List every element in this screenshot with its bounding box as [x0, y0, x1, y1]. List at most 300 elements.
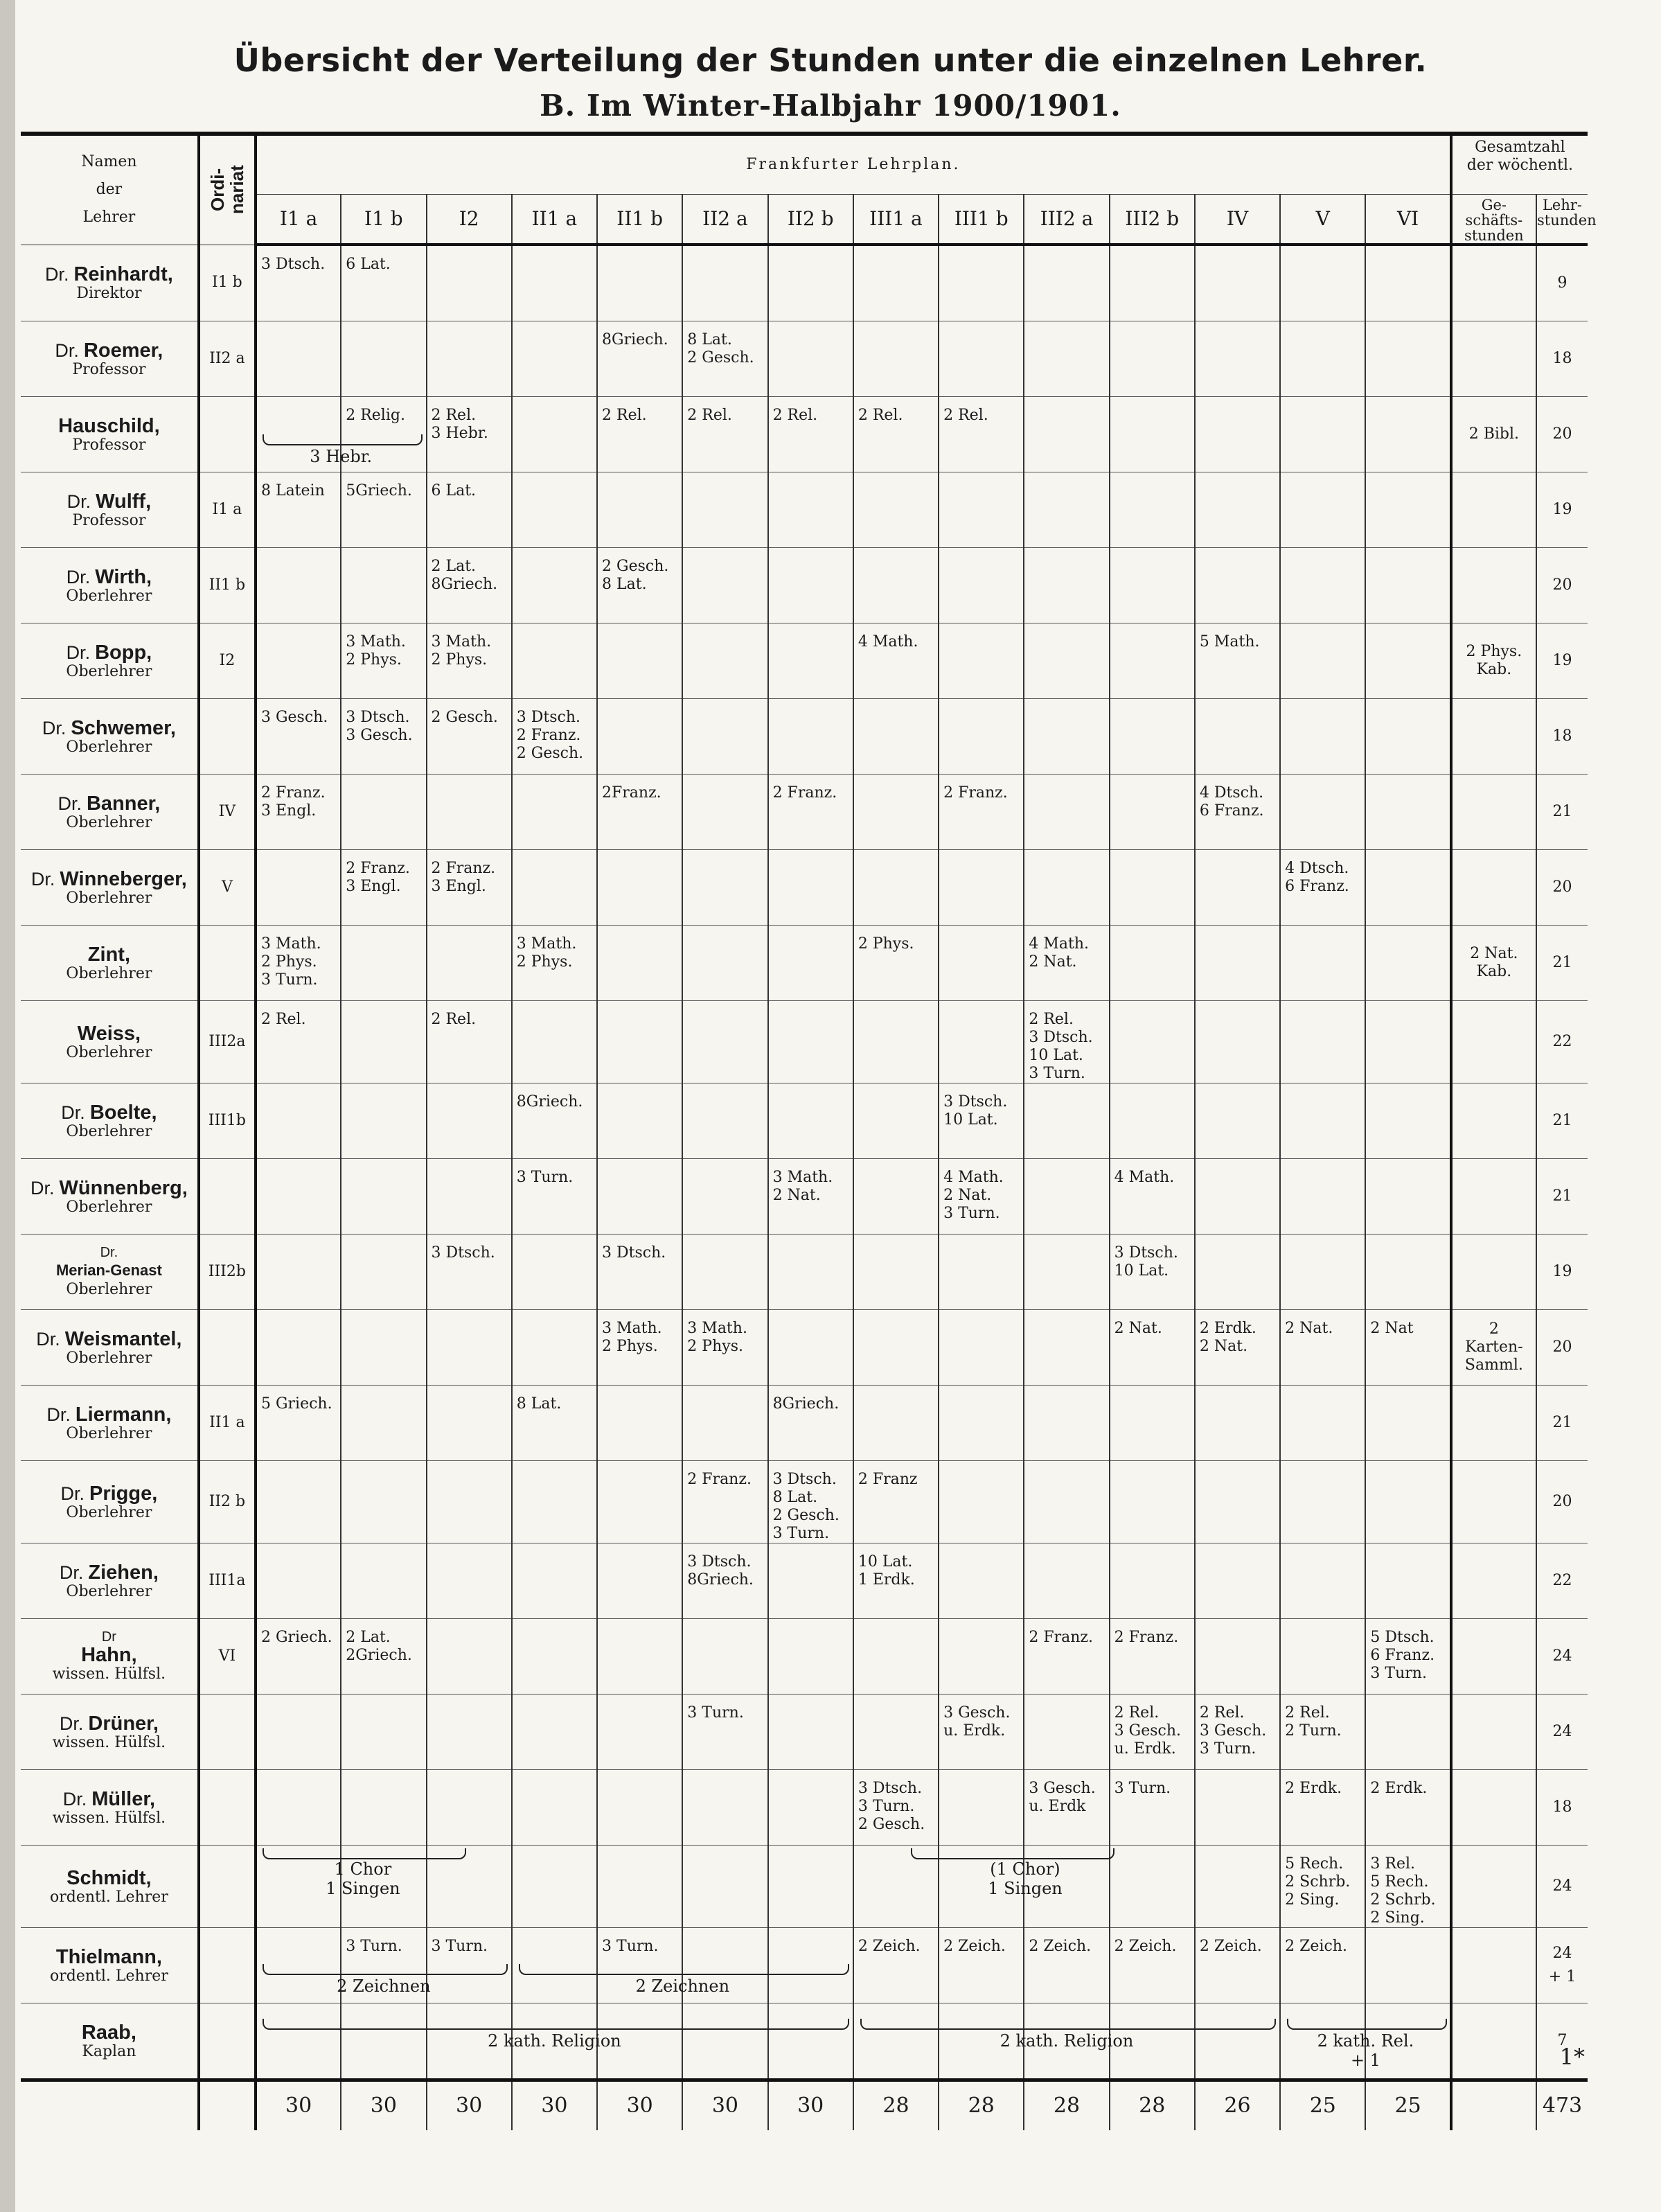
- hours-text: 4 Dtsch. 6 Franz.: [1199, 784, 1264, 820]
- teacher-row: [21, 1235, 1588, 1310]
- hours-cell: [1110, 245, 1195, 321]
- hours-cell: [1024, 1235, 1109, 1310]
- hours-text: [1281, 1083, 1365, 1093]
- total-cell: 21: [1536, 1083, 1588, 1159]
- hours-cell: [682, 472, 767, 548]
- teacher-rank: ordentl. Lehrer: [50, 1888, 168, 1906]
- hours-text: [939, 1310, 1023, 1320]
- hours-cell: [939, 245, 1024, 321]
- hours-text: [513, 321, 596, 331]
- hours-text: [1366, 1235, 1449, 1244]
- teacher-rank: Oberlehrer: [66, 814, 152, 831]
- hours-cell: [341, 926, 426, 1001]
- hours-cell: [597, 548, 682, 623]
- gesch-cell: [1451, 1083, 1536, 1159]
- hours-cell: [341, 1619, 426, 1695]
- hours-cell: [682, 775, 767, 850]
- hours-text: [683, 1386, 767, 1395]
- hours-text: [427, 1083, 511, 1093]
- hours-cell: [1024, 1770, 1109, 1846]
- hours-text: [1281, 1461, 1365, 1471]
- hours-cell: [597, 1461, 682, 1543]
- hours-cell: [768, 472, 853, 548]
- hours-cell: [512, 1770, 597, 1846]
- hours-cell: [853, 472, 939, 548]
- hours-cell: [939, 1235, 1024, 1310]
- hours-text: [1024, 1695, 1108, 1704]
- hours-cell: [1280, 1386, 1365, 1461]
- class-header: II2 a: [682, 195, 767, 245]
- teacher-title: Dr.: [42, 718, 66, 738]
- teacher-name-cell: [21, 850, 199, 926]
- hours-text: [854, 1235, 938, 1244]
- hours-cell: [1280, 548, 1365, 623]
- zeichnen-span-1: 2 Zeichnen: [337, 1976, 431, 1996]
- ordinariat-cell: II2 b: [199, 1461, 256, 1543]
- teacher-name-cell: [21, 1310, 199, 1386]
- hours-cell: [597, 1695, 682, 1770]
- teacher-name: Prigge,: [89, 1483, 158, 1505]
- class-total: 30: [512, 2080, 597, 2131]
- gesch-cell: [1451, 775, 1536, 850]
- hours-text: [598, 1619, 682, 1629]
- hours-cell: [1024, 548, 1109, 623]
- hours-cell: [853, 1619, 939, 1695]
- hours-cell: [1195, 850, 1280, 926]
- hours-cell: [597, 1083, 682, 1159]
- hours-text: 8 Lat. 2 Gesch.: [687, 331, 754, 366]
- teacher-rank: Oberlehrer: [66, 890, 152, 907]
- hours-text: [939, 623, 1023, 633]
- hours-cell: [682, 699, 767, 775]
- hours-text: [598, 1386, 682, 1395]
- total-cell: 22: [1536, 1543, 1588, 1619]
- hours-text: [939, 246, 1023, 256]
- hours-text: [1281, 1619, 1365, 1629]
- hours-cell: [427, 1695, 512, 1770]
- header-row: [21, 134, 1588, 195]
- hours-text: [683, 246, 767, 256]
- gesch-cell: [1451, 321, 1536, 397]
- hours-text: 10 Lat. 1 Erdk.: [858, 1553, 915, 1589]
- hours-text: [1366, 699, 1449, 709]
- gesch-cell: [1451, 850, 1536, 926]
- hours-text: [427, 1386, 511, 1395]
- page-edge: [0, 0, 15, 2212]
- hours-cell: [256, 1461, 341, 1543]
- hours-text: [341, 1235, 425, 1244]
- hours-cell: [939, 850, 1024, 926]
- hours-text: [769, 1001, 853, 1011]
- hours-text: [427, 1310, 511, 1320]
- hours-text: [1366, 1386, 1449, 1395]
- hours-text: [1366, 1695, 1449, 1704]
- hours-text: 5 Rech. 2 Schrb. 2 Sing.: [1285, 1855, 1351, 1909]
- hours-cell: [682, 850, 767, 926]
- hours-cell: [1110, 472, 1195, 548]
- hours-cell: [256, 548, 341, 623]
- class-total: 28: [939, 2080, 1024, 2131]
- ordinariat-cell: [199, 1695, 256, 1770]
- hours-cell: [768, 926, 853, 1001]
- teacher-rank: Oberlehrer: [66, 587, 152, 605]
- class-header: III2 a: [1024, 195, 1109, 245]
- class-total: 30: [597, 2080, 682, 2131]
- hours-text: [769, 1083, 853, 1093]
- hours-cell: [256, 1619, 341, 1695]
- hours-text: [341, 1083, 425, 1093]
- hours-text: [939, 321, 1023, 331]
- hours-text: [598, 472, 682, 482]
- hours-text: [257, 397, 340, 407]
- hours-cell: [512, 1310, 597, 1386]
- teacher-rank: Oberlehrer: [66, 738, 152, 756]
- hours-text: [1196, 1770, 1279, 1780]
- hours-cell: [768, 1083, 853, 1159]
- hours-text: 2 Rel.: [602, 407, 647, 424]
- hours-cell: [597, 1619, 682, 1695]
- hours-cell: [1365, 1159, 1450, 1235]
- ordinariat-cell: I2: [199, 623, 256, 699]
- teacher-row: [21, 245, 1588, 321]
- hours-text: [598, 1770, 682, 1780]
- hours-cell: [939, 1310, 1024, 1386]
- teacher-rank: Oberlehrer: [66, 1350, 152, 1367]
- hours-text: [341, 775, 425, 784]
- hours-text: [257, 850, 340, 860]
- hours-cell: [853, 623, 939, 699]
- ordinariat-cell: II1 a: [199, 1386, 256, 1461]
- hours-text: [854, 2003, 938, 2013]
- hours-text: [427, 2003, 511, 2013]
- hours-cell: [427, 397, 512, 472]
- hours-cell: [1280, 1001, 1365, 1083]
- hours-cell: [341, 775, 426, 850]
- hours-cell: [1110, 1159, 1195, 1235]
- hours-text: [513, 1846, 596, 1855]
- hours-text: [513, 397, 596, 407]
- hours-cell: [682, 1846, 767, 1928]
- hours-cell: [1280, 926, 1365, 1001]
- hours-cell: [939, 1001, 1024, 1083]
- hours-text: [1281, 699, 1365, 709]
- hours-cell: [1110, 1846, 1195, 1928]
- teacher-rank: wissen. Hülfsl.: [52, 1734, 166, 1751]
- hours-cell: [1365, 1461, 1450, 1543]
- hours-cell: [597, 775, 682, 850]
- hours-cell: [1024, 1386, 1109, 1461]
- hours-text: [257, 1543, 340, 1553]
- hours-text: [854, 1619, 938, 1629]
- hours-cell: [682, 1695, 767, 1770]
- hours-cell: [1365, 1619, 1450, 1695]
- hours-text: 3 Turn.: [431, 1938, 488, 1955]
- teacher-name: Wünnenberg,: [59, 1177, 188, 1199]
- hours-cell: [597, 1543, 682, 1619]
- teacher-name-cell: [21, 397, 199, 472]
- hours-text: [939, 1461, 1023, 1471]
- hours-text: 8Griech.: [602, 331, 668, 348]
- hours-text: [854, 1386, 938, 1395]
- hours-cell: [1024, 699, 1109, 775]
- hours-cell: [853, 1928, 939, 2003]
- hours-cell: [1110, 775, 1195, 850]
- chor-span-1: 1 Chor 1 Singen: [326, 1859, 400, 1898]
- hours-text: [683, 623, 767, 633]
- hours-cell: [341, 1310, 426, 1386]
- hours-text: [598, 850, 682, 860]
- ordinariat-cell: I1 a: [199, 472, 256, 548]
- hours-text: [513, 1695, 596, 1704]
- hours-cell: [1024, 1001, 1109, 1083]
- hours-cell: [939, 397, 1024, 472]
- hours-cell: [1365, 1846, 1450, 1928]
- hours-text: [1196, 548, 1279, 558]
- hours-text: [427, 1770, 511, 1780]
- ordinariat-cell: IV: [199, 775, 256, 850]
- hours-text: [854, 472, 938, 482]
- hours-text: 2 Franz.: [687, 1471, 752, 1488]
- hours-text: [1366, 397, 1449, 407]
- gesch-header: Ge- schäfts- stunden: [1451, 195, 1536, 245]
- chor-span-1-brace: [263, 1848, 466, 1859]
- teacher-name-cell: [21, 1159, 199, 1235]
- hours-text: [513, 2003, 596, 2013]
- hours-text: [683, 850, 767, 860]
- hours-text: [1110, 1461, 1194, 1471]
- total-cell: 9: [1536, 245, 1588, 321]
- hours-cell: [427, 1543, 512, 1619]
- hours-text: 2 Zeich.: [1285, 1938, 1347, 1955]
- hours-text: 2 Griech.: [260, 1629, 332, 1646]
- class-total: 30: [768, 2080, 853, 2131]
- class-total: 30: [427, 2080, 512, 2131]
- hours-cell: [256, 1001, 341, 1083]
- ordinariat-cell: II1 b: [199, 548, 256, 623]
- hours-cell: [512, 1083, 597, 1159]
- hours-cell: [853, 1159, 939, 1235]
- hours-cell: [1365, 1928, 1450, 2003]
- hours-text: [427, 775, 511, 784]
- hours-cell: [768, 1001, 853, 1083]
- hours-text: 6 Lat.: [346, 256, 391, 273]
- hours-cell: [256, 1386, 341, 1461]
- hours-cell: [682, 1083, 767, 1159]
- hours-cell: [597, 1001, 682, 1083]
- hours-cell: [1110, 623, 1195, 699]
- total-cell: 19: [1536, 623, 1588, 699]
- hours-text: [1110, 1083, 1194, 1093]
- hours-text: 5 Dtsch. 6 Franz. 3 Turn.: [1370, 1629, 1435, 1682]
- teacher-name: Hauschild,: [58, 415, 160, 437]
- hours-cell: [427, 472, 512, 548]
- hours-text: [1366, 1159, 1449, 1169]
- hours-cell: [939, 472, 1024, 548]
- hours-text: [1024, 699, 1108, 709]
- hours-cell: [256, 1083, 341, 1159]
- hours-cell: [427, 1770, 512, 1846]
- ordinariat-cell: VI: [199, 1619, 256, 1695]
- gesch-cell: [1451, 1846, 1536, 1928]
- hours-text: 8 Lat.: [516, 1395, 562, 1413]
- hours-text: 3 Dtsch. 3 Turn. 2 Gesch.: [858, 1780, 925, 1833]
- teacher-title: Dr.: [44, 264, 69, 285]
- teacher-title: Dr.: [59, 1562, 84, 1583]
- hours-text: [683, 1235, 767, 1244]
- hours-cell: [341, 472, 426, 548]
- teacher-name-cell: [21, 699, 199, 775]
- hours-text: [769, 1846, 853, 1855]
- ordinariat-cell: [199, 397, 256, 472]
- hours-cell: [1024, 1619, 1109, 1695]
- hours-text: 2 Erdk.: [1285, 1780, 1342, 1797]
- hours-text: 3 Dtsch. 8Griech.: [687, 1553, 754, 1589]
- hours-cell: [1195, 548, 1280, 623]
- hebr-span-brace: [263, 434, 423, 445]
- hours-text: 3 Turn.: [1114, 1780, 1171, 1797]
- hours-text: [341, 2003, 425, 2013]
- hours-cell: [597, 397, 682, 472]
- teacher-rank: Oberlehrer: [66, 1123, 152, 1140]
- hours-cell: [1195, 1846, 1280, 1928]
- hours-text: [1196, 1619, 1279, 1629]
- hours-text: 3 Math. 2 Phys.: [346, 633, 406, 669]
- teacher-title: Dr.: [59, 1713, 84, 1734]
- hours-text: [598, 1159, 682, 1169]
- hours-text: [1024, 472, 1108, 482]
- teacher-row: [21, 623, 1588, 699]
- hours-cell: [1280, 1928, 1365, 2003]
- ordinariat-cell: [199, 1770, 256, 1846]
- hours-cell: [768, 1846, 853, 1928]
- hours-cell: [1365, 1310, 1450, 1386]
- hours-cell: [512, 1235, 597, 1310]
- hours-text: [1110, 699, 1194, 709]
- hours-text: [854, 1695, 938, 1704]
- hours-cell: [768, 1543, 853, 1619]
- hours-cell: [768, 1461, 853, 1543]
- total-cell: 20: [1536, 850, 1588, 926]
- hours-cell: [1365, 548, 1450, 623]
- hours-cell: [853, 926, 939, 1001]
- teacher-name-cell: [21, 775, 199, 850]
- hours-text: [939, 850, 1023, 860]
- hours-cell: [939, 1083, 1024, 1159]
- hours-cell: [1110, 1770, 1195, 1846]
- gesch-cell: [1451, 1235, 1536, 1310]
- teacher-name: Ziehen,: [88, 1561, 159, 1584]
- hours-text: [257, 2003, 340, 2013]
- teacher-name: Raab,: [81, 2021, 136, 2044]
- hours-text: [1281, 1235, 1365, 1244]
- hours-text: 2 Zeich.: [1114, 1938, 1177, 1955]
- zeichnen-span-1-brace: [263, 1964, 508, 1975]
- teacher-title: Dr: [101, 1629, 116, 1645]
- hours-text: [427, 926, 511, 935]
- hours-text: [513, 246, 596, 256]
- hours-cell: [256, 472, 341, 548]
- hours-cell: [1280, 699, 1365, 775]
- hours-text: 3 Turn.: [602, 1938, 659, 1955]
- hours-cell: [1110, 1461, 1195, 1543]
- hours-text: [854, 1083, 938, 1093]
- hours-cell: [853, 1310, 939, 1386]
- ordinariat-cell: [199, 2003, 256, 2080]
- hours-text: [513, 548, 596, 558]
- hours-text: [1196, 321, 1279, 331]
- hours-text: [939, 699, 1023, 709]
- hours-text: [257, 1159, 340, 1169]
- teacher-title: Dr.: [62, 1789, 87, 1810]
- class-total: 28: [1024, 2080, 1109, 2131]
- hours-text: [683, 472, 767, 482]
- teacher-name: Weismantel,: [64, 1328, 182, 1350]
- hours-cell: [341, 850, 426, 926]
- hours-text: 3 Math. 2 Phys.: [431, 633, 492, 669]
- hours-text: 3 Dtsch. 8 Lat. 2 Gesch. 3 Turn.: [772, 1471, 840, 1542]
- hours-cell: [1365, 1001, 1450, 1083]
- class-header: II1 a: [512, 195, 597, 245]
- hours-text: [341, 1770, 425, 1780]
- hours-cell: [512, 623, 597, 699]
- hours-cell: [341, 1461, 426, 1543]
- teacher-name-cell: [21, 245, 199, 321]
- hours-text: [1366, 2003, 1449, 2013]
- hours-text: [1196, 926, 1279, 935]
- hours-text: [1196, 850, 1279, 860]
- hours-text: [513, 1928, 596, 1938]
- hours-text: 4 Dtsch. 6 Franz.: [1285, 860, 1349, 895]
- totals-blank: [1451, 2080, 1536, 2131]
- teacher-rank: Oberlehrer: [66, 1504, 152, 1521]
- class-header: III1 b: [939, 195, 1024, 245]
- class-header: II2 b: [768, 195, 853, 245]
- teacher-row: [21, 548, 1588, 623]
- hours-cell: [1024, 1083, 1109, 1159]
- class-header: VI: [1365, 195, 1450, 245]
- class-header: II1 b: [597, 195, 682, 245]
- hours-text: 2 Nat.: [1285, 1320, 1333, 1337]
- hours-cell: [256, 245, 341, 321]
- hours-text: 2 Rel.: [943, 407, 988, 424]
- hours-cell: [1280, 397, 1365, 472]
- hours-cell: [1365, 775, 1450, 850]
- hours-cell: [1195, 1235, 1280, 1310]
- teacher-row: [21, 926, 1588, 1001]
- hours-cell: [256, 775, 341, 850]
- hours-text: [683, 926, 767, 935]
- chor-span-2: (1 Chor) 1 Singen: [988, 1859, 1063, 1898]
- hours-text: [683, 548, 767, 558]
- kath-span-2: 2 kath. Religion: [1000, 2030, 1134, 2051]
- teacher-rank: wissen. Hülfsl.: [52, 1665, 166, 1683]
- hours-text: [1024, 1083, 1108, 1093]
- class-total: 25: [1365, 2080, 1450, 2131]
- hours-text: 2 Rel.: [687, 407, 732, 424]
- hours-text: [1110, 472, 1194, 482]
- hours-cell: [256, 1159, 341, 1235]
- hours-cell: [853, 1543, 939, 1619]
- hours-text: [1024, 850, 1108, 860]
- hours-text: [769, 1543, 853, 1553]
- hours-cell: [597, 1310, 682, 1386]
- hours-text: 8 Latein: [260, 482, 325, 499]
- hours-cell: [256, 1310, 341, 1386]
- hours-text: [1281, 1159, 1365, 1169]
- hours-text: [1281, 548, 1365, 558]
- hours-cell: [1365, 850, 1450, 926]
- total-cell: 24: [1536, 1695, 1588, 1770]
